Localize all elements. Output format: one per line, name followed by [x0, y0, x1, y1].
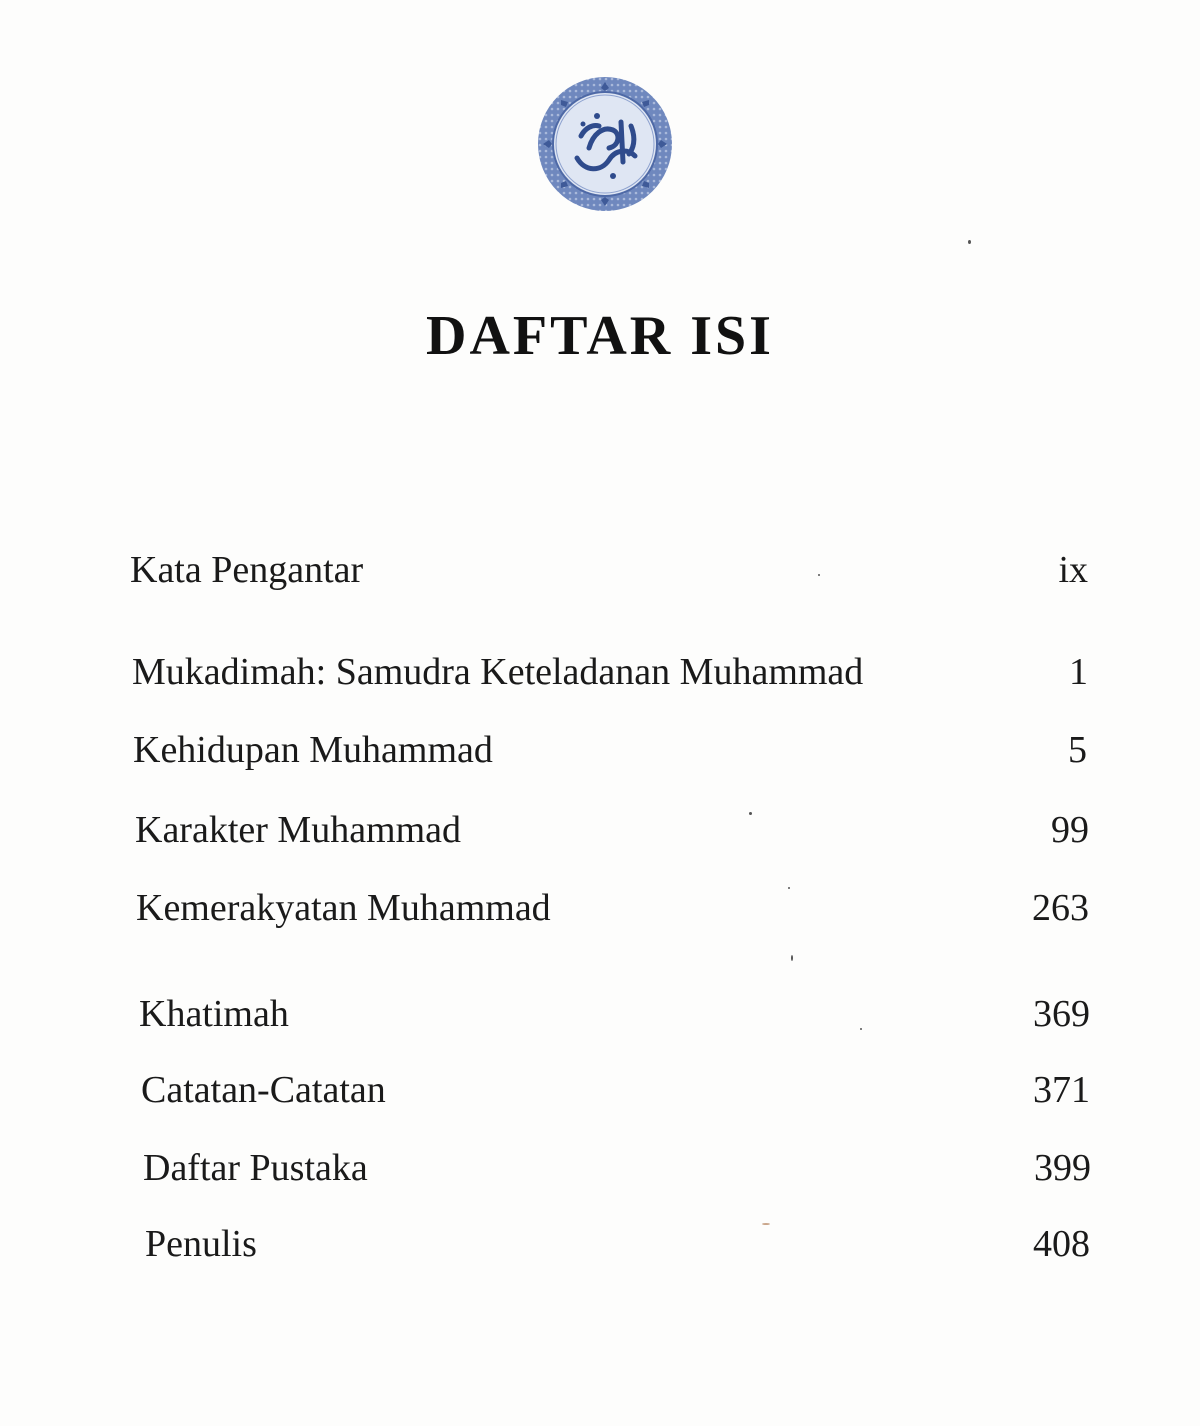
toc-entry-page: 408	[1033, 1223, 1090, 1265]
toc-entry-title: Kata Pengantar	[130, 549, 364, 591]
toc-entry-title: Catatan-Catatan	[141, 1069, 386, 1111]
toc-entry-title: Kemerakyatan Muhammad	[136, 887, 551, 929]
toc-entry-page: 369	[1033, 993, 1090, 1035]
toc-entry-title: Mukadimah: Samudra Keteladanan Muhammad	[132, 651, 864, 693]
toc-entry-page: 1	[1069, 651, 1088, 693]
toc-entry-title: Karakter Muhammad	[135, 809, 462, 851]
page-title: DAFTAR ISI	[426, 305, 774, 367]
toc-entry-page: 99	[1051, 809, 1089, 851]
toc-entry-title: Daftar Pustaka	[143, 1147, 368, 1189]
scan-speck	[749, 812, 752, 815]
scan-speck	[762, 1223, 770, 1225]
toc-entry[interactable]	[135, 808, 1089, 856]
toc-entry-title: Kehidupan Muhammad	[133, 729, 493, 771]
toc-entry[interactable]	[139, 992, 1090, 1040]
toc-entry-page: ix	[1058, 549, 1088, 591]
toc-entry-page: 263	[1032, 887, 1089, 929]
scan-speck	[968, 240, 971, 244]
toc-entry-page: 5	[1068, 729, 1087, 771]
toc-entry[interactable]	[133, 728, 1087, 776]
toc-entry-title: Khatimah	[139, 993, 289, 1035]
toc-entry[interactable]	[132, 650, 1088, 698]
toc-entry[interactable]	[141, 1068, 1090, 1116]
scan-speck	[818, 574, 820, 576]
toc-entry-page: 371	[1033, 1069, 1090, 1111]
toc-entry-page: 399	[1034, 1147, 1091, 1189]
toc-entry[interactable]	[136, 886, 1089, 934]
toc-entry[interactable]	[130, 548, 1088, 596]
toc-entry[interactable]	[143, 1146, 1091, 1194]
scan-speck	[791, 955, 793, 961]
scan-speck	[788, 887, 790, 889]
scan-speck	[860, 1028, 862, 1030]
toc-entry[interactable]	[145, 1222, 1090, 1270]
toc-entry-title: Penulis	[145, 1223, 257, 1265]
